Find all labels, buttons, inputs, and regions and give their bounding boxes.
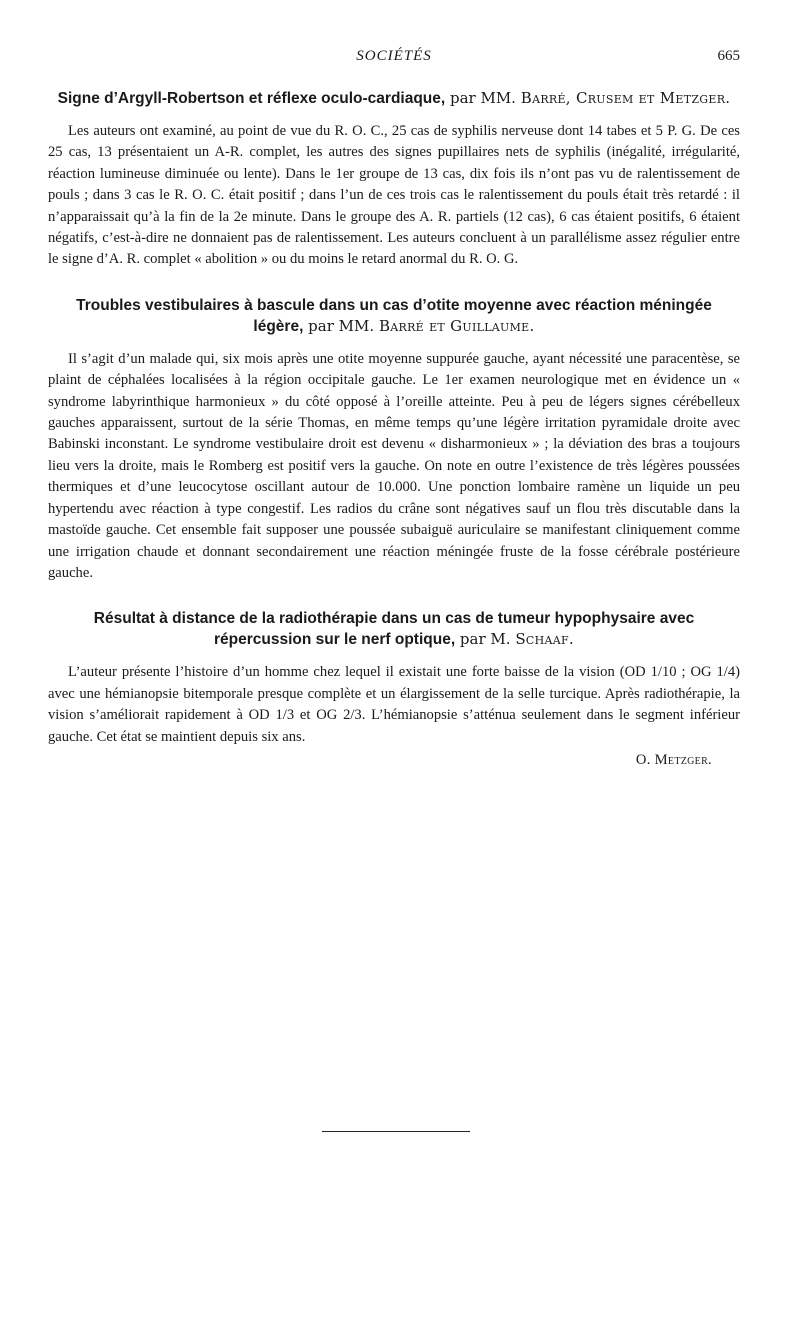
title-text: Signe d’Argyll-Robertson et réflexe oculo-cardiaque, (57, 90, 446, 107)
title-authors: Barré, Crusem et Metzger. (520, 89, 731, 107)
title-authors: Barré et Guillaume. (378, 316, 535, 335)
title-text: Résultat à distance de la radiothérapie dans un cas de tumeur hypophysaire avec répercussion sur le nerf optique, (93, 610, 695, 649)
section-title (54, 608, 734, 650)
section-argyll-robertson (48, 88, 740, 271)
page-number: 665 (717, 48, 740, 64)
page-header (48, 48, 740, 74)
section-title (54, 295, 734, 337)
title-authors: Schaaf. (515, 630, 575, 649)
title-par: par M. (459, 630, 511, 649)
page (48, 48, 740, 769)
section-title (54, 88, 734, 109)
section-troubles-vestibulaires (48, 295, 740, 584)
author-signature: O. Metzger. (635, 751, 712, 768)
title-par: par MM. (308, 316, 375, 335)
section-body: Il s’agit d’un malade qui, six mois après une otite moyenne suppurée gauche, ayant nécessité une paracentèse, se plaint de céphalées localisées à la région occipitale gauche. Le 1er examen neurologique met en évidence un « syndrome labyrinthique harmonieux » du côté opposé à l’oreille atteinte. Peu à peu de légers signes cérébelleux gauches apparaissent, surtout de la série Thomas, en même temps qu’une légère irritation pyramidale droite avec Babinski inconstant. Le syndrome vestibulaire droit est devenu « disharmonieux » ; la déviation des bras a toujours lieu vers la droite, mais le Romberg est positif vers la gauche. On note en outre l’existence de très légères poussées thermiques et d’une leucocytose oscillant autour de 10.000. Une ponction lombaire ramène un liquide un peu hypertendu avec réaction à type congestif. Les radios du crâne sont négatives sauf un flou très discutable dans la mastoïde gauche. Cet ensemble fait supposer une poussée subaiguë auriculaire se manifestant cliniquement comme une irrigation chaude et donnant secondairement une réaction méningée fruste de la fosse cérébrale postérieure gauche. (48, 350, 740, 581)
running-title: SOCIÉTÉS (356, 48, 432, 64)
end-rule-divider (322, 1131, 470, 1132)
title-par: par MM. (449, 89, 516, 107)
section-body: Les auteurs ont examiné, au point de vue du R. O. C., 25 cas de syphilis nerveuse dont 14 tabes et 5 P. G. De ces 25 cas, 13 présentaient un A-R. complet, les autres des signes pupillaires nets de syphilis (inégalité, irrégularité, réaction lumineuse diminuée ou lente). Dans le 1er groupe de 13 cas, dix fois ils n’ont pas vu de ralentissement de pouls ; dans 3 cas le R. O. C. était positif ; dans l’un de ces trois cas le ralentissement du pouls était très retardé : il n’apparaissait qu’à la fin de la 2e minute. Dans le groupe des A. R. partiels (12 cas), 6 cas étaient positifs, 6 étaient négatifs, c’est-à-dire ne donnaient pas de ralentissement. Les auteurs concluent à un parallélisme assez régulier entre le signe d’A. R. complet « abolition » ou du moins le retard anormal du R. O. G. (48, 123, 740, 268)
section-radiotherapie (48, 608, 740, 769)
title-text: Troubles vestibulaires à bascule dans un cas d’otite moyenne avec réaction méningée légère, (76, 296, 712, 335)
section-body: L’auteur présente l’histoire d’un homme chez lequel il existait une forte baisse de la vision (OD 1/10 ; OG 1/4) avec une hémianopsie bitemporale presque complète et un élargissement de la selle turcique. Après radiothérapie, la vision s’améliorait rapidement à OD 1/3 et OG 2/3. L’hémianopsie s’atténua seulement dans le segment inférieur gauche. Cet état se maintient depuis six ans. (48, 664, 740, 745)
